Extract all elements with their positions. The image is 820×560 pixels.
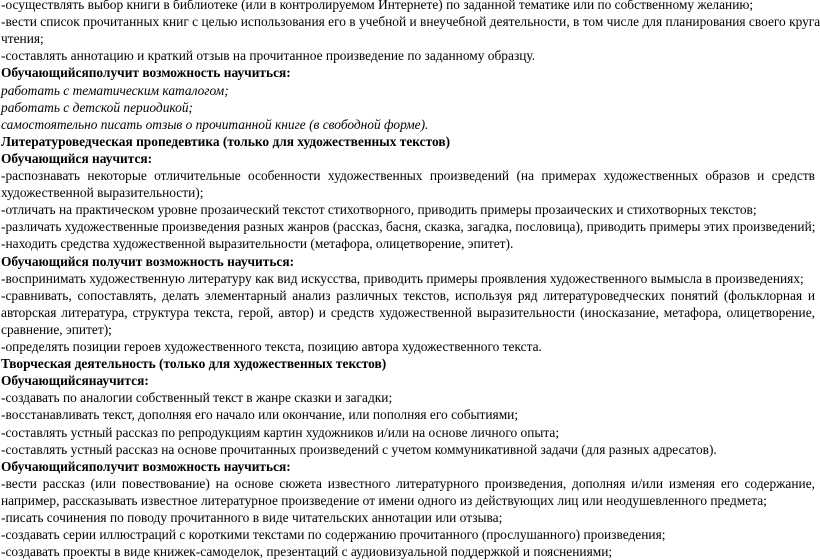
section-heading: Обучающийся получит возможность научиться:	[1, 253, 295, 269]
text-line: например, рассказывать известное литературное произведение от имени одного из действующих лиц или неодушевленного предмета;	[1, 492, 767, 508]
italic-text-line: работать с тематическим каталогом;	[1, 82, 229, 98]
text-line: -вести рассказ (или повествование) на основе сюжета известного литературного произведения, дополняя и/или изменяя его содержание,	[1, 475, 815, 491]
italic-text-line: самостоятельно писать отзыв о прочитанной книге (в свободной форме).	[1, 116, 429, 132]
text-line: -отличать на практическом уровне прозаический текстот стихотворного, приводить примеры прозаических и стихотворных текстов;	[1, 202, 757, 218]
text-line: сравнение, эпитет);	[1, 321, 112, 337]
text-line: -писать сочинения по поводу прочитанного в виде читательских аннотации или отзыва;	[1, 510, 503, 525]
text-line: художественной выразительности);	[1, 185, 204, 201]
text-line: авторская литература, структура текста, герой, автор) и средств художественной выразительности (иносказание, метафора, олицетворение,	[1, 304, 815, 320]
text-line: -создавать проекты в виде книжек-самоделок, презентаций с аудиовизуальной поддержкой и пояснениями;	[1, 544, 613, 560]
section-heading: Обучающийсянаучится:	[1, 373, 149, 389]
section-heading: Творческая деятельность (только для художественных текстов)	[1, 356, 387, 372]
text-line: -восстанавливать текст, дополняя его начало или окончание, или пополняя его событиями;	[1, 407, 519, 423]
text-line: -создавать серии иллюстраций с короткими текстами по содержанию прочитанного (прослушанного) произведения;	[1, 527, 666, 543]
text-line: -создавать по аналогии собственный текст в жанре сказки и загадки;	[1, 390, 393, 406]
section-heading: Обучающийсяполучит возможность научиться:	[1, 65, 291, 81]
section-heading: Литературоведческая пропедевтика (только для художественных текстов)	[1, 133, 451, 149]
text-line: -находить средства художественной выразительности (метафора, олицетворение, эпитет).	[1, 236, 514, 252]
text-line: -распознавать некоторые отличительные особенности художественных произведений (на примерах художественных образов и средств	[1, 168, 815, 183]
text-line: -составлять устный рассказ по репродукциям картин художников и/или на основе личного опыта;	[1, 424, 560, 440]
text-line: -вести список прочитанных книг с целью использования его в учебной и внеучебной деятельности, в том числе для планирования своего круга	[1, 14, 820, 30]
text-line: чтения;	[1, 31, 44, 47]
text-line: -осуществлять выбор книги в библиотеке (или в контролируемом Интернете) по заданной тематике или по собственному желанию;	[1, 0, 754, 12]
italic-text-line: работать с детской периодикой;	[1, 99, 194, 115]
text-line: -составлять аннотацию и краткий отзыв на прочитанное произведение по заданному образцу.	[1, 48, 536, 64]
text-line: -определять позиции героев художественного текста, позицию автора художественного текста.	[1, 339, 542, 354]
text-line: -различать художественные произведения разных жанров (рассказ, басня, сказка, загадка, пословица), приводить примеры этих произведений;	[1, 219, 816, 235]
section-heading: Обучающийсяполучит возможность научиться:	[1, 458, 291, 474]
text-line: -составлять устный рассказ на основе прочитанных произведений с учетом коммуникативной задачи (для разных адресатов).	[1, 441, 717, 457]
text-line: -воспринимать художественную литературу как вид искусства, приводить примеры проявления художественного вымысла в произведениях;	[1, 270, 804, 286]
text-line: -сравнивать, сопоставлять, делать элементарный анализ различных текстов, используя ряд литературоведческих понятий (фольклорная и	[1, 287, 815, 303]
section-heading: Обучающийся научится:	[1, 150, 153, 166]
